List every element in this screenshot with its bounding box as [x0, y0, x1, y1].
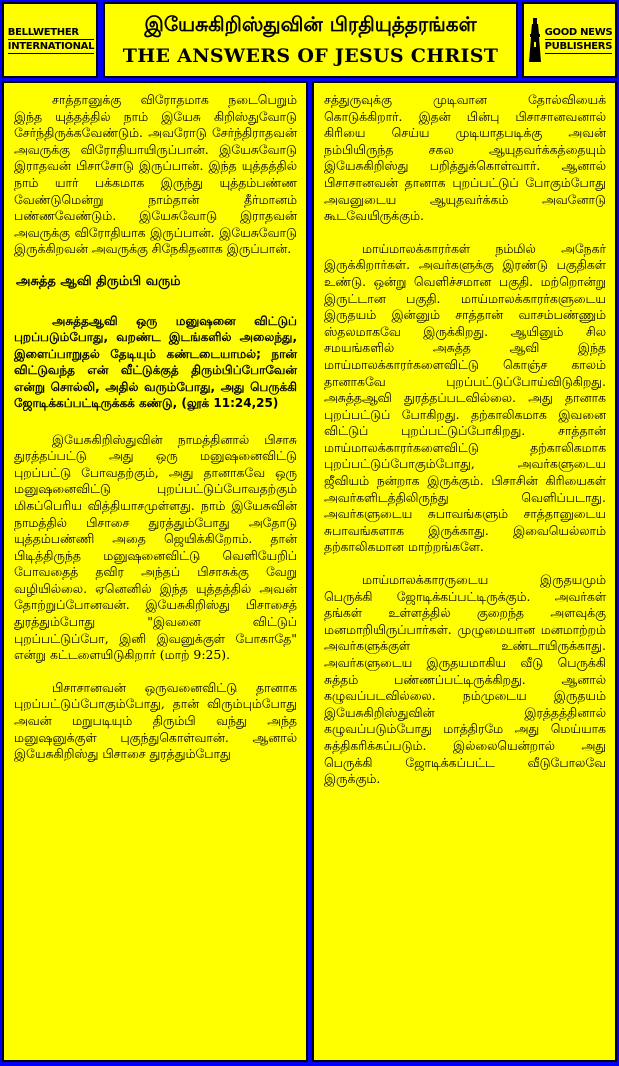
good-news-logo [522, 2, 617, 78]
logo-right-line2: PUBLISHERS [544, 41, 613, 52]
paragraph: மாய்மாலக்காரருடைய இருதயமும் பெருக்கி ஜோடிக்கப்பட்டிருக்கும். அவர்கள் தங்கள் உள்ளத்தில் குறைந்த அளவுக்கு மனமாறியிருப்பார்கள். முழுமையான மனமாற்றம் அவர்களுக்குள் உண்டாயிருக்காது. அவர்களுடைய இருதயமாகிய வீடு பெருக்கி சுத்தம் பண்ணப்பட்டிருக்கிறது. ஆனால் கழுவப்படவில்லை. நம்முடைய இருதயம் இயேசுகிறிஸ்துவின் இரத்தத்தினால் கழுவப்படும்போது மாத்திரமே அது மெய்யாக சுத்திகரிக்கப்படும். இல்லையென்றால் அது பெருக்கி ஜோடிக்கப்பட்ட வீடுபோலவே இருக்கும். [324, 572, 606, 787]
logo-right-line1: GOOD NEWS [544, 27, 613, 38]
paragraph: சத்துருவுக்கு முடிவான தோல்வியைக் கொடுக்கிறார். இதன் பின்பு பிசாசானவனால் கிரியை செய்ய முடியாதபடிக்கு அவன் நம்பியிருந்த சகல ஆயுதவர்க்கத்தையும் இயேசுகிறிஸ்து பறித்துக்கொள்வார். ஆனால் பிசாசானவன் தானாக புறப்பட்டுப் போகும்போது அவனுடைய ஆயுதவர்க்கம் அவனோடு கூடவேயிருக்கும். [324, 92, 606, 224]
title-english: THE ANSWERS OF JESUS CHRIST [122, 45, 499, 67]
page-header [103, 2, 518, 78]
paragraph: சாத்தானுக்கு விரோதமாக நடைபெறும் இந்த யுத்தத்தில் நாம் இயேசு கிறிஸ்துவோடு சேர்ந்திருக்கவேண்டும். அவரோடு சேர்ந்திராதவன் அவருக்கு விரோதியாயிருப்பான். இயேசுவோடு இராதவன் பிசாசோடு இருப்பான். இந்த யுத்தத்தில் நாம் யார் பக்கமாக இருந்து யுத்தம்பண்ண வேண்டுமென்று நாம்தான் தீர்மானம் பண்ணவேண்டும். இயேசுவோடு இராதவன் அவருக்கு விரோதியாக இருப்பான். இயேசுவோடு இருக்கிறவன் அவருக்கு சிநேகிதனாக இருப்பான். [14, 92, 297, 257]
scripture-quote: அசுத்தஆவி ஒரு மனுஷனை விட்டுப் புறப்படும்போது, வறண்ட இடங்களில் அலைந்து, இளைப்பாறுதல் தேடியும் கண்டடையாமல்; நான் விட்டுவந்த என் வீட்டுக்குத் திரும்பிப்போவேன் என்று சொல்லி, அதில் வரும்போது, அது பெருக்கி ஜோடிக்கப்பட்டிருக்கக் கண்டு, (லூக் 11:24,25) [14, 313, 297, 411]
logo-left-line2: INTERNATIONAL [7, 41, 95, 52]
paragraph: பிசாசானவன் ஒருவனைவிட்டு தானாக புறப்பட்டுப்போகும்போது, தான் விரும்பும்போது அவன் மறுபடியும் திரும்பி வந்து அந்த மனுஷனுக்குள் புகுந்துகொள்வான். ஆனால் இயேசுகிறிஸ்து பிசாசை துரத்தும்போது [14, 679, 297, 762]
logo-left-line1: BELLWETHER [8, 26, 94, 40]
section-heading: அசுத்த ஆவி திரும்பி வரும் [16, 273, 181, 289]
left-column [2, 81, 308, 1062]
paragraph: இயேசுகிறிஸ்துவின் நாமத்தினால் பிசாசு துரத்தப்பட்டு அது ஒரு மனுஷனைவிட்டு புறப்பட்டு போவதற்கும், அது தானாகவே ஒரு மனுஷனைவிட்டு புறப்பட்டுப்போவதற்கும் மிகப்பெரிய வித்தியாசமுள்ளது. நாம் இயேசுவின் நாமத்தில் பிசாசை துரத்தும்போது அதோடு யுத்தம்பண்ணி அதை ஜெயிக்கிறோம். தான் பிடித்திருந்த மனுஷனைவிட்டு வெளியேறிப் போவதைத் தவிர அந்தப் பிசாசுக்கு வேறு வழியில்லை. ஏனெனில் இந்த யுத்தத்தில் அவன் தோற்றுப்போனவன். இயேசுகிறிஸ்து பிசாசைத் துரத்தும்போது "இவனை விட்டுப் புறப்பட்டுப்போ, இனி இவனுக்குள் போகாதே" என்று கட்டளையிடுகிறார் (மாற் 9:25). [14, 431, 297, 663]
right-column [312, 81, 617, 1062]
bellwether-logo [2, 2, 98, 78]
paragraph: மாய்மாலக்காரர்கள் நம்மில் அநேகர் இருக்கிறார்கள். அவர்களுக்கு இரண்டு பகுதிகள் உண்டு. ஒன்று வெளிச்சமான பகுதி. மற்றொன்று இருட்டான பகுதி. மாய்மாலக்காரர்களுடைய இருதயம் இன்னும் சாத்தான் வாசம்பண்ணும் ஸ்தலமாகவே இருக்கிறது. ஆயினும் சில சமயங்களில் அசுத்த ஆவி இந்த மாய்மாலக்காரர்களைவிட்டு கொஞ்ச காலம் தானாகவே புறப்பட்டுப்போய்விடுகிறது. அசுத்தஆவி துரத்தப்படவில்லை. அது தானாக புறப்பட்டுப் போகிறது. தற்காலிகமாக இவனை விட்டுப் புறப்பட்டுப்போகிறது. சாத்தான் மாய்மாலக்காரர்களைவிட்டு தற்காலிகமாக புறப்பட்டுப்போகும்போது, அவர்களுடைய ஜீவியம் நன்றாக இருக்கும். பிசாசின் கிரியைகள் அவர்களிடத்திலிருந்து வெளிப்படாது. அவர்களுடைய சுபாவங்களும் சாத்தானுடைய சுபாவங்களாக இருக்காது. இவையெல்லாம் தற்காலிகமான மாற்றங்களே. [324, 240, 606, 555]
tower-icon [527, 16, 543, 64]
title-tamil: இயேசுகிறிஸ்துவின் பிரதியுத்தரங்கள் [144, 12, 477, 36]
